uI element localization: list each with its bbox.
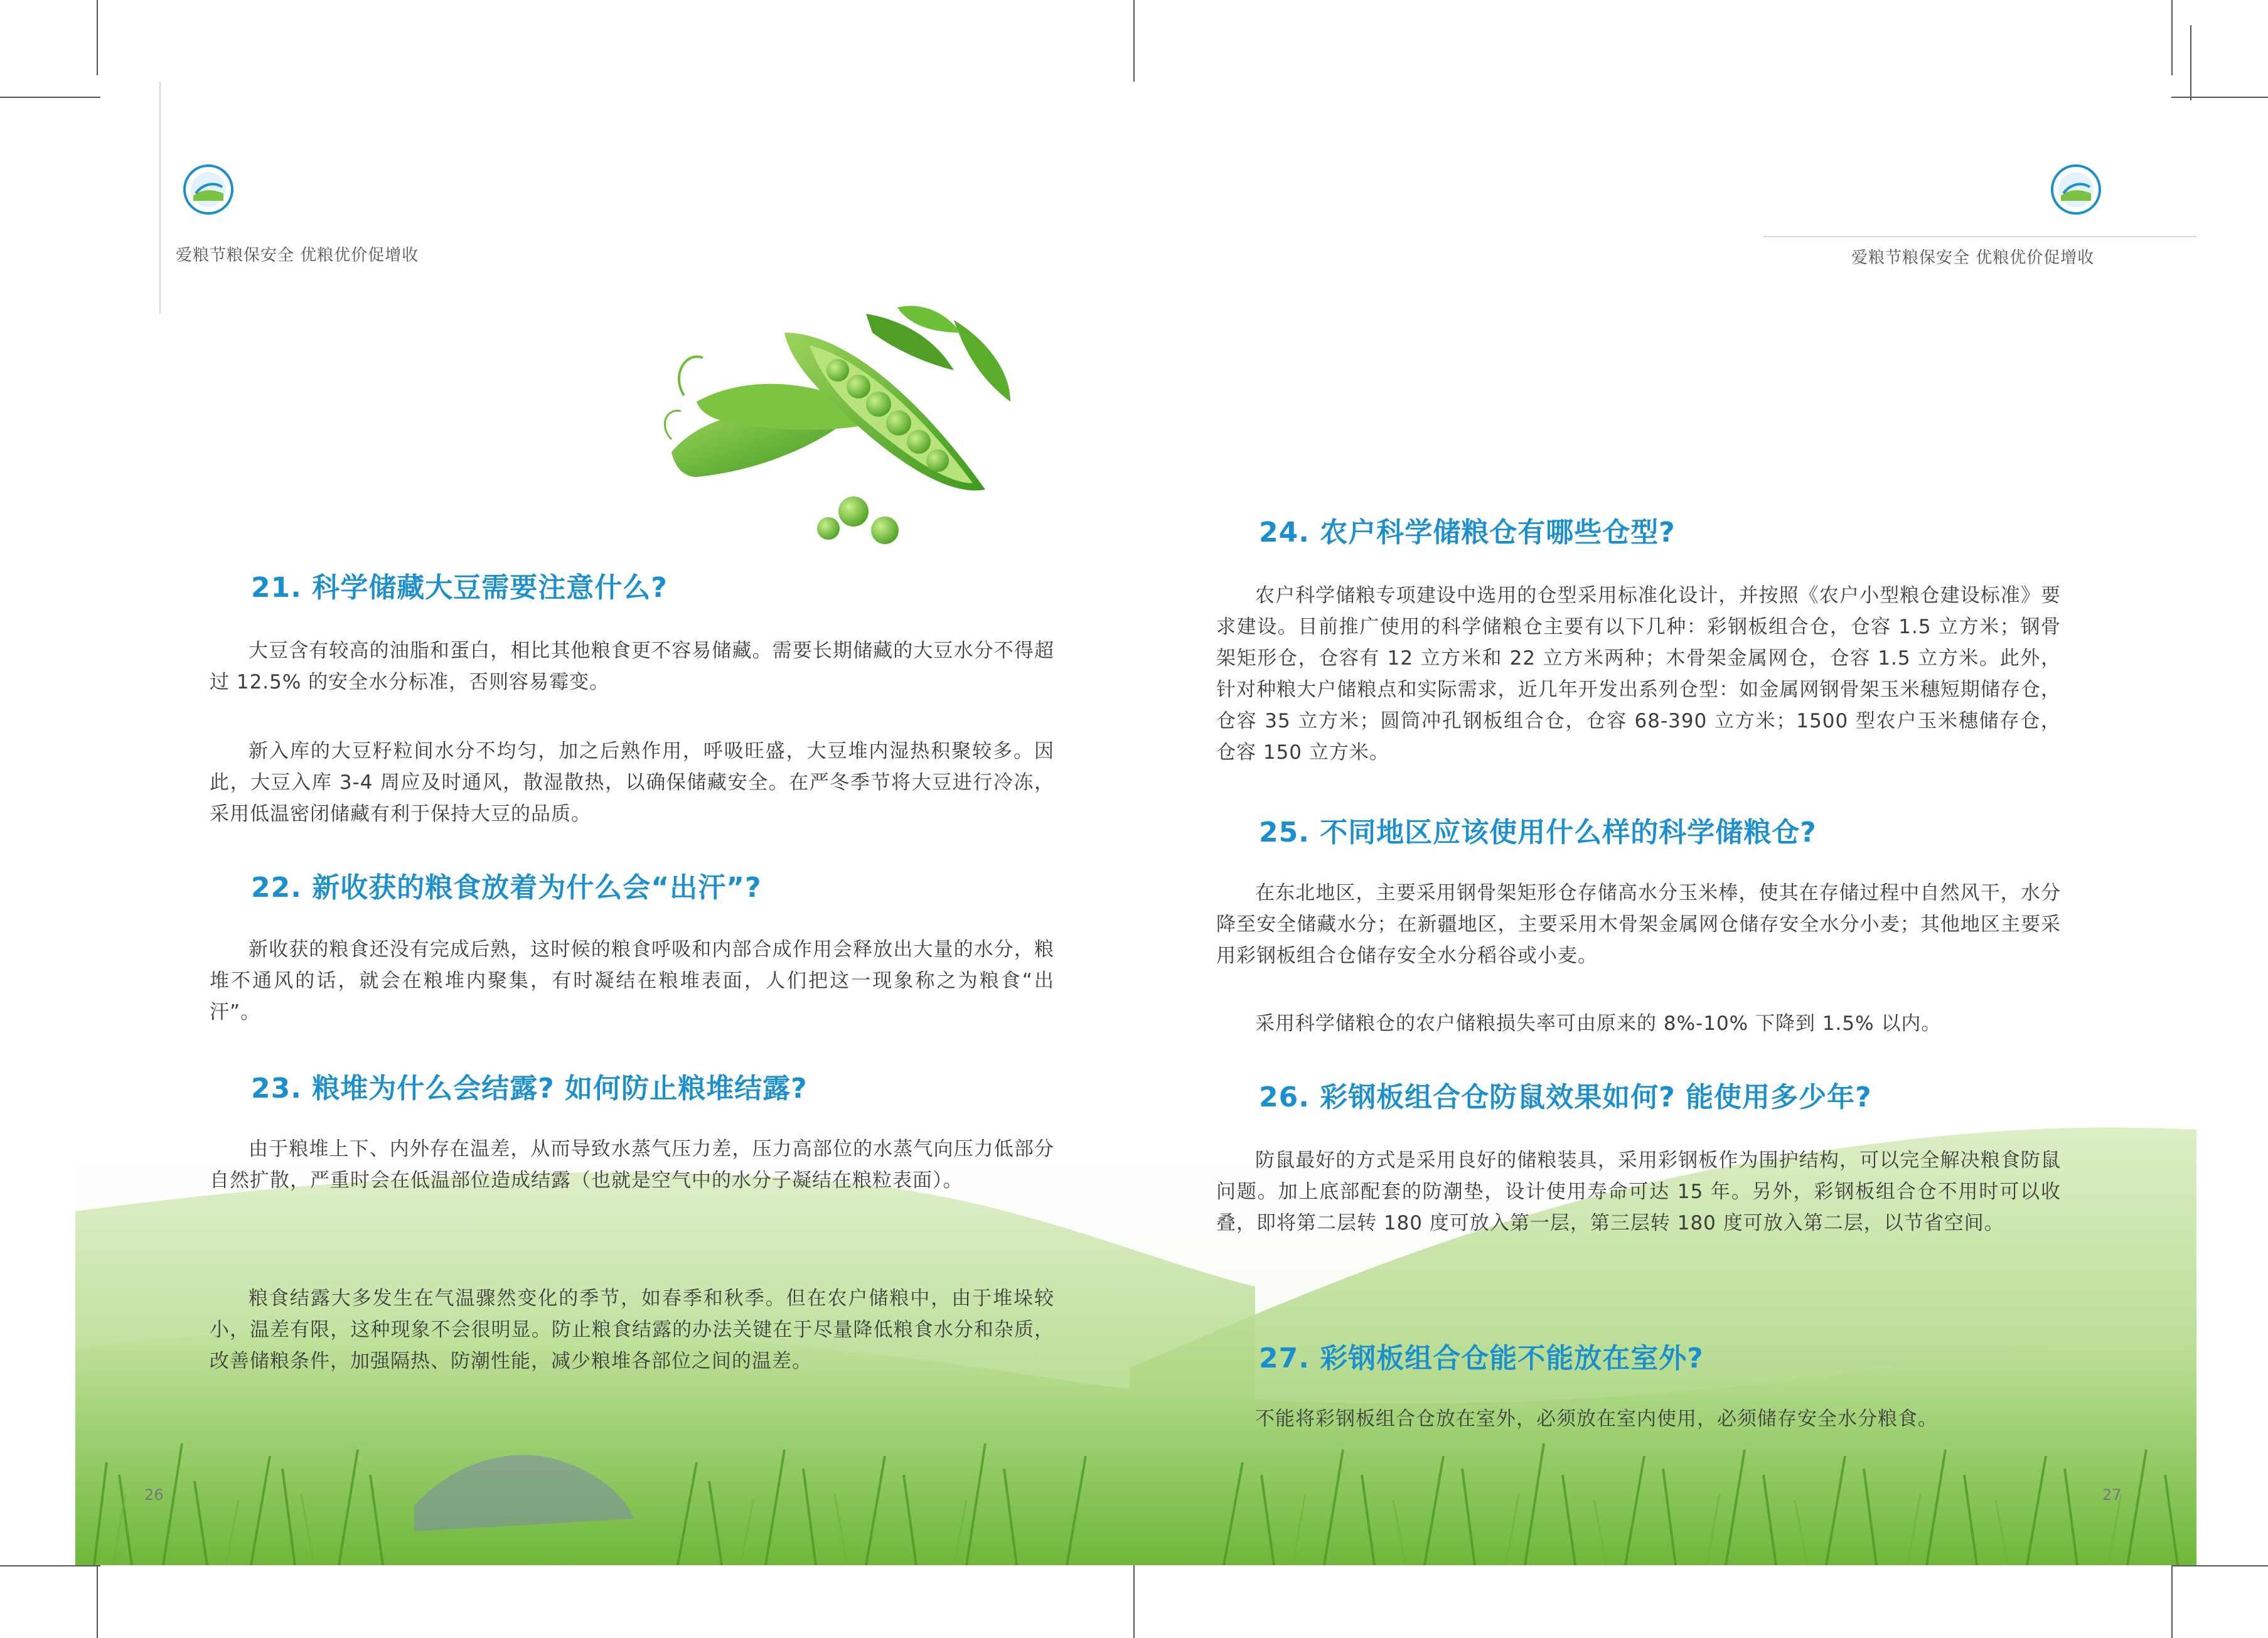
left-margin-rule: [159, 82, 161, 314]
paragraph: 粮食结露大多发生在气温骤然变化的季节，如春季和秋季。但在农户储粮中，由于堆垛较小，温差有限，这种现象不会很明显。防止粮食结露的办法关键在于尽量降低粮食水分和杂质，改善储粮条件，加强隔热、防潮性能，减少粮堆各部位之间的温差。: [210, 1287, 1054, 1373]
grain-association-logo-icon: [2051, 164, 2101, 215]
paragraph: 由于粮堆上下、内外存在温差，从而导致水蒸气压力差，压力高部位的水蒸气向压力低部分自然扩散，严重时会在低温部位造成结露（也就是空气中的水分子凝结在粮粒表面）。: [210, 1138, 1054, 1192]
page-number-right: 27: [2102, 1486, 2122, 1504]
question-title-27: 27. 彩钢板组合仓能不能放在室外?: [1259, 1342, 1704, 1374]
question-title-23: 23. 粮堆为什么会结露? 如何防止粮堆结露?: [251, 1073, 808, 1105]
green-pea-pods-illustration: [659, 295, 1035, 559]
paragraph: 新收获的粮食还没有完成后熟，这时候的粮食呼吸和内部合成作用会释放出大量的水分，粮堆不通风的话，就会在粮堆内聚集，有时凝结在粮堆表面，人们把这一现象称之为粮食“出汗”。: [210, 938, 1054, 1024]
paragraph: 采用科学储粮仓的农户储粮损失率可由原来的 8%-10% 下降到 1.5% 以内。: [1255, 1012, 1942, 1035]
paragraph: 在东北地区，主要采用钢骨架矩形仓存储高水分玉米棒，使其在存储过程中自然风干，水分降至安全储藏水分；在新疆地区，主要采用木骨架金属网仓储存安全水分小麦；其他地区主要采用彩钢板组合仓储存安全水分稻谷或小麦。: [1216, 882, 2061, 967]
paragraph: 不能将彩钢板组合仓放在室外，必须放在室内使用，必须储存安全水分粮食。: [1255, 1408, 1938, 1430]
paragraph: 大豆含有较高的油脂和蛋白，相比其他粮食更不容易储藏。需要长期储藏的大豆水分不得超过 12.5% 的安全水分标准，否则容易霉变。: [210, 640, 1054, 693]
right-header-rule: [1763, 236, 2196, 237]
question-title-26: 26. 彩钢板组合仓防鼠效果如何? 能使用多少年?: [1259, 1081, 1872, 1113]
paragraph: 新入库的大豆籽粒间水分不均匀，加之后熟作用，呼吸旺盛，大豆堆内湿热积聚较多。因此，大豆入库 3-4 周应及时通风，散湿散热，以确保储藏安全。在严冬季节将大豆进行冷冻，采用低温密闭储藏有利于保持大豆的品质。: [210, 740, 1054, 825]
grain-association-logo-icon: [183, 164, 233, 215]
paragraph: 防鼠最好的方式是采用良好的储粮装具，采用彩钢板作为围护结构，可以完全解决粮食防鼠问题。加上底部配套的防潮垫，设计使用寿命可达 15 年。另外，彩钢板组合仓不用时可以收叠，即将第二层转 180 度可放入第一层，第三层转 180 度可放入第二层，以节省空间。: [1216, 1149, 2061, 1234]
page-number-left: 26: [144, 1486, 164, 1504]
header-slogan-left: 爱粮节粮保安全 优粮优价促增收: [176, 246, 419, 265]
header-slogan-right: 爱粮节粮保安全 优粮优价促增收: [1851, 249, 2095, 267]
question-title-24: 24. 农户科学储粮仓有哪些仓型?: [1259, 517, 1676, 549]
paragraph: 农户科学储粮专项建设中选用的仓型采用标准化设计，并按照《农户小型粮仓建设标准》要求建设。目前推广使用的科学储粮仓主要有以下几种：彩钢板组合仓，仓容 1.5 立方米；钢骨架矩形仓，仓容有 12 立方米和 22 立方米两种；木骨架金属网仓，仓容 1.5 立方米。此外，针对种粮大户储粮点和实际需求，近几年开发出系列仓型：如金属网钢骨架玉米穗短期储存仓，仓容 35 立方米；圆筒冲孔钢板组合仓，仓容 68-390 立方米；1500 型农户玉米穗储存仓，仓容 150 立方米。: [1216, 584, 2061, 764]
question-title-21: 21. 科学储藏大豆需要注意什么?: [251, 572, 668, 604]
question-title-25: 25. 不同地区应该使用什么样的科学储粮仓?: [1259, 816, 1817, 848]
question-title-22: 22. 新收获的粮食放着为什么会“出汗”?: [251, 872, 762, 904]
